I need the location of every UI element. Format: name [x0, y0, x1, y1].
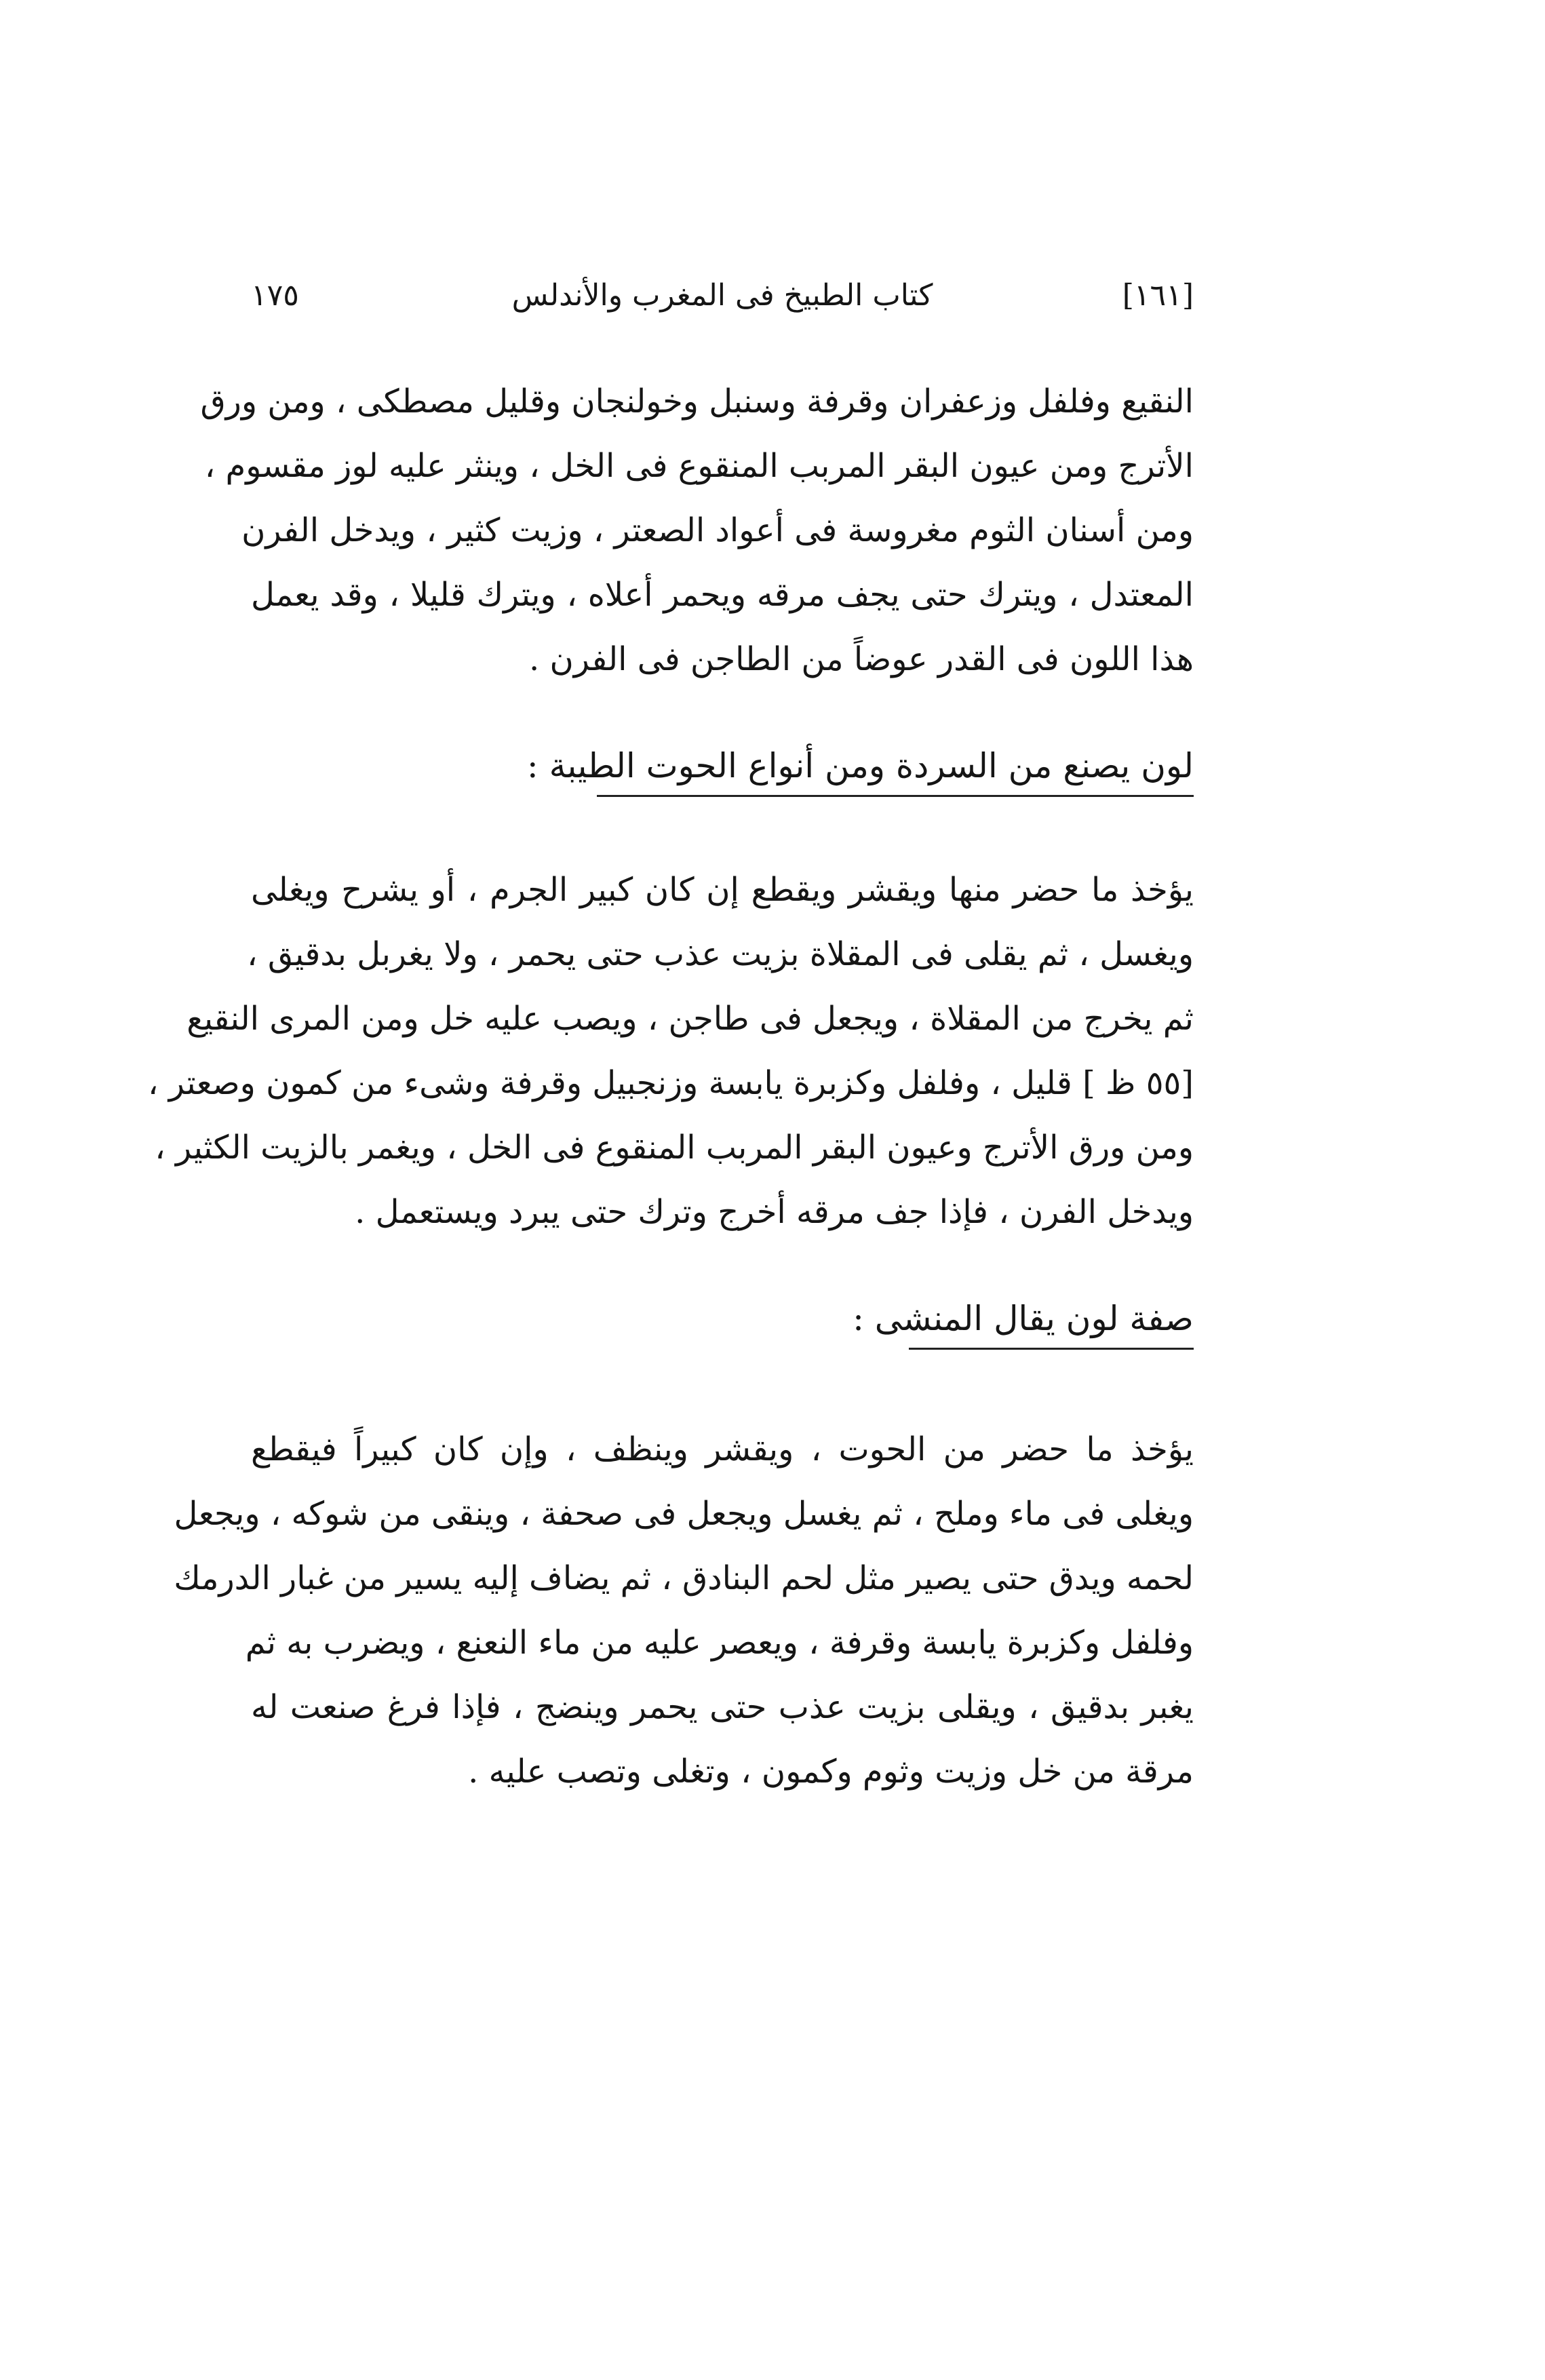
paragraph-1	[200, 370, 1194, 692]
text-line: هذا اللون فى القدر عوضاً من الطاجن فى الفرن .	[528, 640, 1194, 678]
section-heading-sardine-dish: لون يصنع من السردة ومن أنواع الحوت الطيبة :	[597, 746, 1194, 797]
text-line: ومن أسنان الثوم مغروسة فى أعواد الصعتر ، وزيت كثير ، ويدخل الفرن	[241, 511, 1194, 549]
text-line: يؤخذ ما حضر منها ويقشر ويقطع إن كان كبير الجرم ، أو يشرح ويغلى	[251, 871, 1194, 909]
text-line: ويغلى فى ماء وملح ، ثم يغسل ويجعل فى صحفة ، وينقى من شوكه ، ويجعل	[174, 1495, 1194, 1533]
text-line: ويغسل ، ثم يقلى فى المقلاة بزيت عذب حتى يحمر ، ولا يغربل بدقيق ،	[247, 935, 1194, 973]
text-line: وفلفل وكزبرة يابسة وقرفة ، ويعصر عليه من ماء النعنع ، ويضرب به ثم	[245, 1624, 1194, 1662]
text-line: ثم يخرج من المقلاة ، ويجعل فى طاجن ، ويصب عليه خل ومن المرى النقيع	[187, 1000, 1194, 1038]
page-header	[251, 278, 1194, 332]
text-line: يغبر بدقيق ، ويقلى بزيت عذب حتى يحمر وينضج ، فإذا فرغ صنعت له	[251, 1688, 1194, 1726]
text-line: ومن ورق الأترج وعيون البقر المربب المنقوع فى الخل ، ويغمر بالزيت الكثير ،	[155, 1129, 1194, 1167]
text-line: يؤخذ ما حضر من الحوت ، ويقشر وينظف ، وإن كان كبيراً فيقطع	[251, 1430, 1194, 1468]
text-line: [٥٥ ظ ] قليل ، وفلفل وكزبرة يابسة وزنجبيل وقرفة وشىء من كمون وصعتر ،	[148, 1064, 1194, 1102]
text-line: مرقة من خل وزيت وثوم وكمون ، وتغلى وتصب عليه .	[468, 1753, 1194, 1791]
section-heading-munshi-dish: صفة لون يقال المنشى :	[909, 1299, 1194, 1350]
paragraph-2	[148, 858, 1194, 1245]
paragraph-3	[174, 1418, 1194, 1804]
text-line: النقيع وفلفل وزعفران وقرفة وسنبل وخولنجان وقليل مصطكى ، ومن ورق	[200, 383, 1194, 421]
page-number: ١٧٥	[251, 278, 299, 313]
original-page-number: [١٦١]	[1122, 278, 1194, 313]
text-line: المعتدل ، ويترك حتى يجف مرقه ويحمر أعلاه ، ويترك قليلا ، وقد يعمل	[251, 576, 1194, 614]
running-title: كتاب الطبيخ فى المغرب والأندلس	[511, 278, 933, 313]
text-line: ويدخل الفرن ، فإذا جف مرقه أخرج وترك حتى يبرد ويستعمل .	[355, 1193, 1194, 1231]
text-line: لحمه ويدق حتى يصير مثل لحم البنادق ، ثم يضاف إليه يسير من غبار الدرمك	[174, 1559, 1194, 1597]
text-line: الأترج ومن عيون البقر المربب المنقوع فى الخل ، وينثر عليه لوز مقسوم ،	[204, 447, 1194, 485]
